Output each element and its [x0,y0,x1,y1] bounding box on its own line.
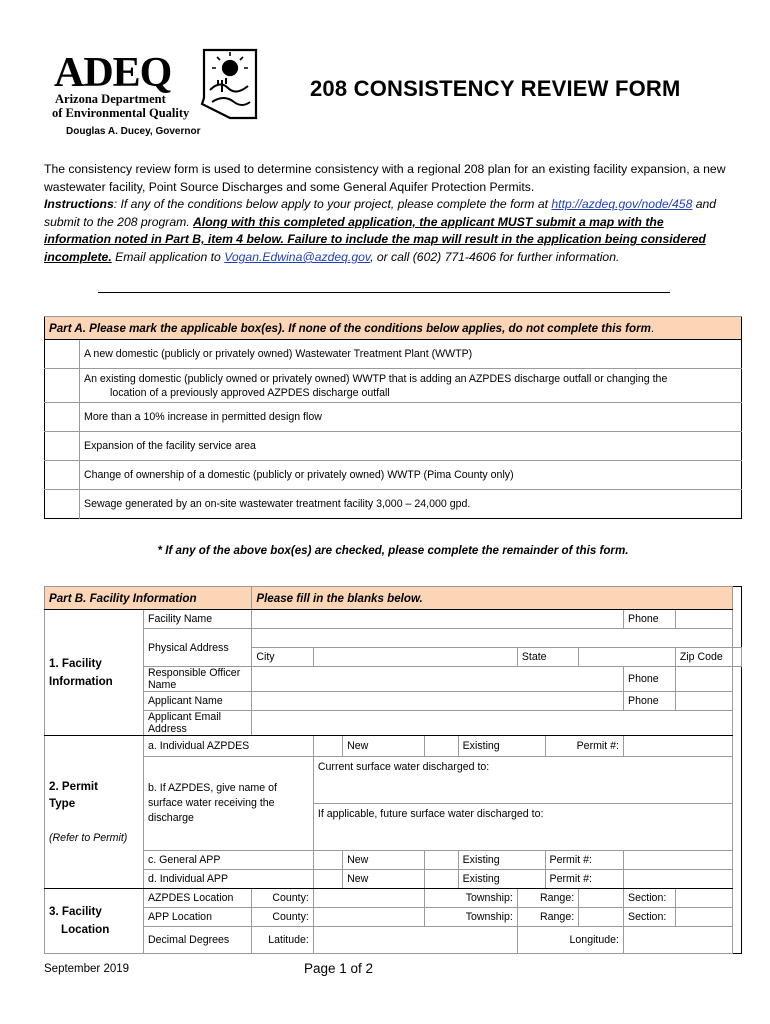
azpdes-township-label: Township: [425,889,518,908]
azpdes-new-label: New [343,736,425,757]
facility-name-label: Facility Name [143,610,251,629]
call-text: , or call (602) 771-4606 for further information. [370,249,620,264]
app-section-field[interactable] [675,908,732,927]
general-app-permit-field[interactable] [624,851,733,870]
app-county-field[interactable] [313,908,424,927]
part-a-table [44,316,742,519]
email-text: Email application to [111,249,225,264]
surface-water-label: b. If AZPDES, give name of surface water receiving the discharge [143,757,313,851]
app-township-label: Township: [425,908,518,927]
applicant-name-field[interactable] [252,692,624,711]
footer-date: September 2019 [44,963,130,975]
state-label: State [517,648,578,667]
condition-service-area: Expansion of the facility service area [80,432,742,461]
completion-note: * If any of the above box(es) are checked, please complete the remainder of this form. [157,544,629,557]
page-number: Page 1 of 2 [304,961,374,976]
azpdes-section-label: Section: [624,889,676,908]
officer-phone-label: Phone [624,667,676,692]
azpdes-location-label: AZPDES Location [143,889,251,908]
app-range-label: Range: [517,908,578,927]
applicant-phone-label: Phone [624,692,676,711]
facility-phone-field[interactable] [675,610,732,629]
azpdes-existing-checkbox[interactable] [425,736,459,757]
general-app-permit-label: Permit #: [545,851,623,870]
general-app-existing-label: Existing [458,851,545,870]
map-warning: Along with this completed application, the applicant MUST submit a map with the information noted in Part B, item 4 below. Failure to include the map will result in the application being considered incomplete. [44,214,706,264]
part-a-header: Part A. Please mark the applicable box(es). If none of the conditions below applies, do not complete this form. [45,317,742,340]
responsible-officer-label: Responsible Officer Name [143,667,251,692]
checkbox-existing-wwtp[interactable] [45,369,80,403]
instructions-text: : If any of the conditions below apply to your project, please complete the form at [113,197,549,212]
checkbox-service-area[interactable] [45,432,80,461]
logo-line1: Arizona Department [55,92,166,106]
email-link[interactable]: Vogan.Edwina@azdeq.gov [224,249,371,264]
responsible-officer-field[interactable] [252,667,624,692]
applicant-email-field[interactable] [252,711,733,736]
current-surface-water-field[interactable]: Current surface water discharged to: [313,757,732,804]
governor-name: Douglas A. Ducey, Governor [66,126,201,137]
checkbox-flow-increase[interactable] [45,403,80,432]
general-app-existing-checkbox[interactable] [425,851,459,870]
part-b-table [44,586,742,954]
checkbox-new-wwtp[interactable] [45,340,80,369]
section-permit-type: 2. Permit Type (Refer to Permit) [45,736,144,889]
individual-app-label: d. Individual APP [143,870,313,889]
app-section-label: Section: [624,908,676,927]
intro-text [44,161,734,267]
app-range-field[interactable] [579,908,624,927]
page-title: 208 CONSISTENCY REVIEW FORM [310,76,681,101]
logo-mark: ADEQ [54,50,172,96]
zip-label: Zip Code [675,648,732,667]
azpdes-new-checkbox[interactable] [313,736,342,757]
app-location-label: APP Location [143,908,251,927]
azpdes-county-label: County: [252,889,314,908]
state-field[interactable] [579,648,676,667]
physical-address-field[interactable] [252,629,733,648]
physical-address-label: Physical Address [143,629,251,667]
azpdes-range-label: Range: [517,889,578,908]
azpdes-permit-label: Permit #: [545,736,623,757]
condition-existing-wwtp: An existing domestic (publicly owned or privately owned) WWTP that is adding an AZPDES discharge outfall or changing the location of a previously approved AZPDES discharge outfall [80,369,742,403]
individual-app-permit-label: Permit #: [545,870,623,889]
future-surface-water-field[interactable]: If applicable, future surface water discharged to: [313,804,732,851]
individual-app-new-label: New [343,870,425,889]
azpdes-county-field[interactable] [313,889,424,908]
part-b-subheader: Please fill in the blanks below. [252,587,733,610]
instructions-paragraph [44,196,734,266]
azpdes-permit-field[interactable] [624,736,733,757]
officer-phone-field[interactable] [675,667,732,692]
individual-azpdes-label: a. Individual AZPDES [143,736,313,757]
condition-ownership-change: Change of ownership of a domestic (publicly or privately owned) WWTP (Pima County only) [80,461,742,490]
individual-app-permit-field[interactable] [624,870,733,889]
city-label: City [252,648,314,667]
checkbox-onsite-sewage[interactable] [45,490,80,519]
azpdes-existing-label: Existing [458,736,545,757]
facility-name-field[interactable] [252,610,624,629]
general-app-new-checkbox[interactable] [313,851,342,870]
individual-app-existing-label: Existing [458,870,545,889]
general-app-new-label: New [343,851,425,870]
city-field[interactable] [313,648,517,667]
zip-field[interactable] [733,648,742,667]
arizona-state-icon [202,50,256,118]
part-b-header: Part B. Facility Information [45,587,252,610]
condition-flow-increase: More than a 10% increase in permitted design flow [80,403,742,432]
facility-phone-label: Phone [624,610,676,629]
latitude-field[interactable] [313,927,517,954]
individual-app-existing-checkbox[interactable] [425,870,459,889]
applicant-email-label: Applicant Email Address [143,711,251,736]
decimal-degrees-label: Decimal Degrees [143,927,251,954]
applicant-phone-field[interactable] [675,692,732,711]
azpdes-range-field[interactable] [579,889,624,908]
logo-line2: of Environmental Quality [52,106,190,120]
section-facility-information: 1. Facility Information [45,610,144,736]
section-facility-location: 3. Facility Location [45,889,144,954]
condition-new-wwtp: A new domestic (publicly or privately owned) Wastewater Treatment Plant (WWTP) [80,340,742,369]
individual-app-new-checkbox[interactable] [313,870,342,889]
intro-paragraph: The consistency review form is used to determine consistency with a regional 208 plan for an existing facility expansion, a new wastewater facility, Point Source Discharges and some General Aquifer Protection Permits. [44,162,726,194]
instructions-label: Instructions [44,197,114,212]
general-app-label: c. General APP [143,851,313,870]
divider [98,292,670,293]
latitude-label: Latitude: [252,927,314,954]
checkbox-ownership-change[interactable] [45,461,80,490]
longitude-field[interactable] [624,927,733,954]
app-county-label: County: [252,908,314,927]
submit-text: and submit to the 208 program. [44,197,717,229]
form-link[interactable]: http://azdeq.gov/node/458 [551,197,693,212]
applicant-name-label: Applicant Name [143,692,251,711]
condition-onsite-sewage: Sewage generated by an on-site wastewater treatment facility 3,000 – 24,000 gpd. [80,490,742,519]
adeq-logo [52,46,262,126]
azpdes-section-field[interactable] [675,889,732,908]
longitude-label: Longitude: [517,927,623,954]
